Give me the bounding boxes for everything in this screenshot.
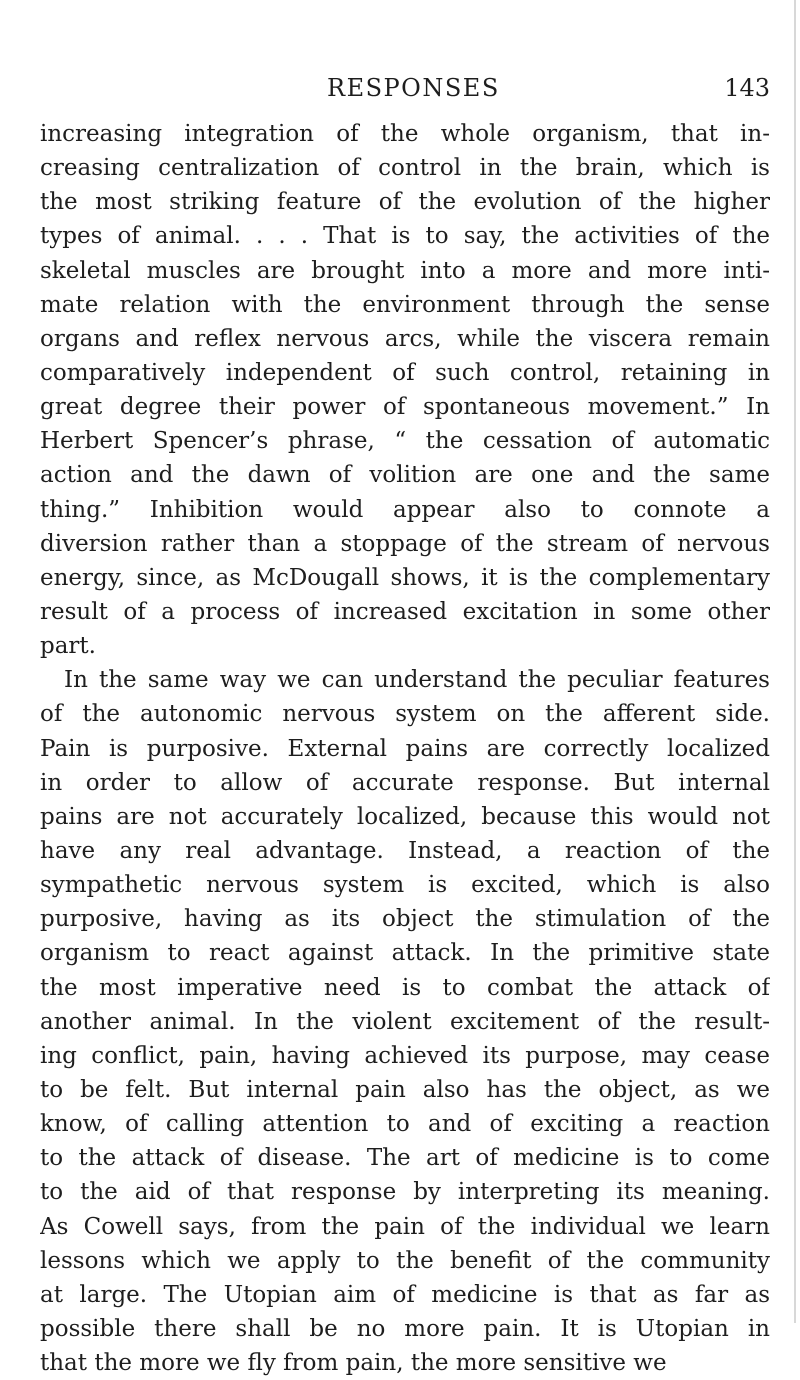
text-line-10: Herbert Spencer’s phrase, “ the cessation of automatic xyxy=(40,428,770,455)
text-line-21: pains are not accurately localized, because this would not xyxy=(40,803,770,830)
text-line-8: comparatively independent of such control, retaining in xyxy=(40,359,770,386)
text-line-27: another animal. In the violent excitement of the result- xyxy=(40,1008,770,1035)
text-line-16: part. xyxy=(40,633,96,660)
text-line-32: to the aid of that response by interpreting its meaning. xyxy=(40,1179,770,1206)
text-line-34: lessons which we apply to the benefit of the community xyxy=(40,1247,770,1274)
text-line-5: skeletal muscles are brought into a more and more inti- xyxy=(40,257,770,284)
text-line-4: types of animal. . . . That is to say, the activities of the xyxy=(40,223,770,250)
text-line-6: mate relation with the environment through the sense xyxy=(40,291,770,318)
text-line-29: to be felt. But internal pain also has the object, as we xyxy=(40,1076,770,1103)
text-line-9: great degree their power of spontaneous movement.” In xyxy=(40,394,770,421)
text-line-1: increasing integration of the whole organism, that in- xyxy=(40,121,770,147)
page-header xyxy=(40,74,790,110)
text-line-11: action and the dawn of volition are one and the same xyxy=(40,462,770,489)
page-number: 143 xyxy=(724,74,770,102)
text-line-3: the most striking feature of the evolution of the higher xyxy=(40,189,770,216)
text-line-28: ing conflict, pain, having achieved its purpose, may cease xyxy=(40,1042,770,1069)
text-line-33: As Cowell says, from the pain of the individual we learn xyxy=(40,1213,770,1240)
running-head: RESPONSES xyxy=(327,74,500,102)
text-line-7: organs and reflex nervous arcs, while the viscera remain xyxy=(40,325,770,352)
text-line-17: In the same way we can understand the peculiar features xyxy=(64,667,770,694)
text-line-35: at large. The Utopian aim of medicine is that as far as xyxy=(40,1281,770,1308)
text-line-22: have any real advantage. Instead, a reaction of the xyxy=(40,837,770,864)
text-line-18: of the autonomic nervous system on the afferent side. xyxy=(40,701,770,728)
text-line-12: thing.” Inhibition would appear also to connote a xyxy=(40,496,770,523)
text-line-2: creasing centralization of control in the brain, which is xyxy=(40,155,770,182)
text-line-30: know, of calling attention to and of exciting a reaction xyxy=(40,1111,770,1138)
text-line-26: the most imperative need is to combat the attack of xyxy=(40,974,770,1001)
text-line-37: that the more we fly from pain, the more sensitive we xyxy=(40,1350,667,1377)
text-line-31: to the attack of disease. The art of medicine is to come xyxy=(40,1145,770,1172)
text-line-20: in order to allow of accurate response. But internal xyxy=(40,769,770,796)
text-line-14: energy, since, as McDougall shows, it is the complementary xyxy=(40,564,770,591)
page-edge-divider xyxy=(794,0,796,1323)
text-line-25: organism to react against attack. In the primitive state xyxy=(40,940,770,967)
text-line-13: diversion rather than a stoppage of the stream of nervous xyxy=(40,530,770,557)
text-line-15: result of a process of increased excitation in some other xyxy=(40,598,770,625)
text-line-24: purposive, having as its object the stimulation of the xyxy=(40,906,770,933)
text-line-36: possible there shall be no more pain. It is Utopian in xyxy=(40,1315,770,1342)
text-line-23: sympathetic nervous system is excited, which is also xyxy=(40,872,770,899)
text-line-19: Pain is purposive. External pains are correctly localized xyxy=(40,735,770,762)
body-text xyxy=(40,117,770,1380)
